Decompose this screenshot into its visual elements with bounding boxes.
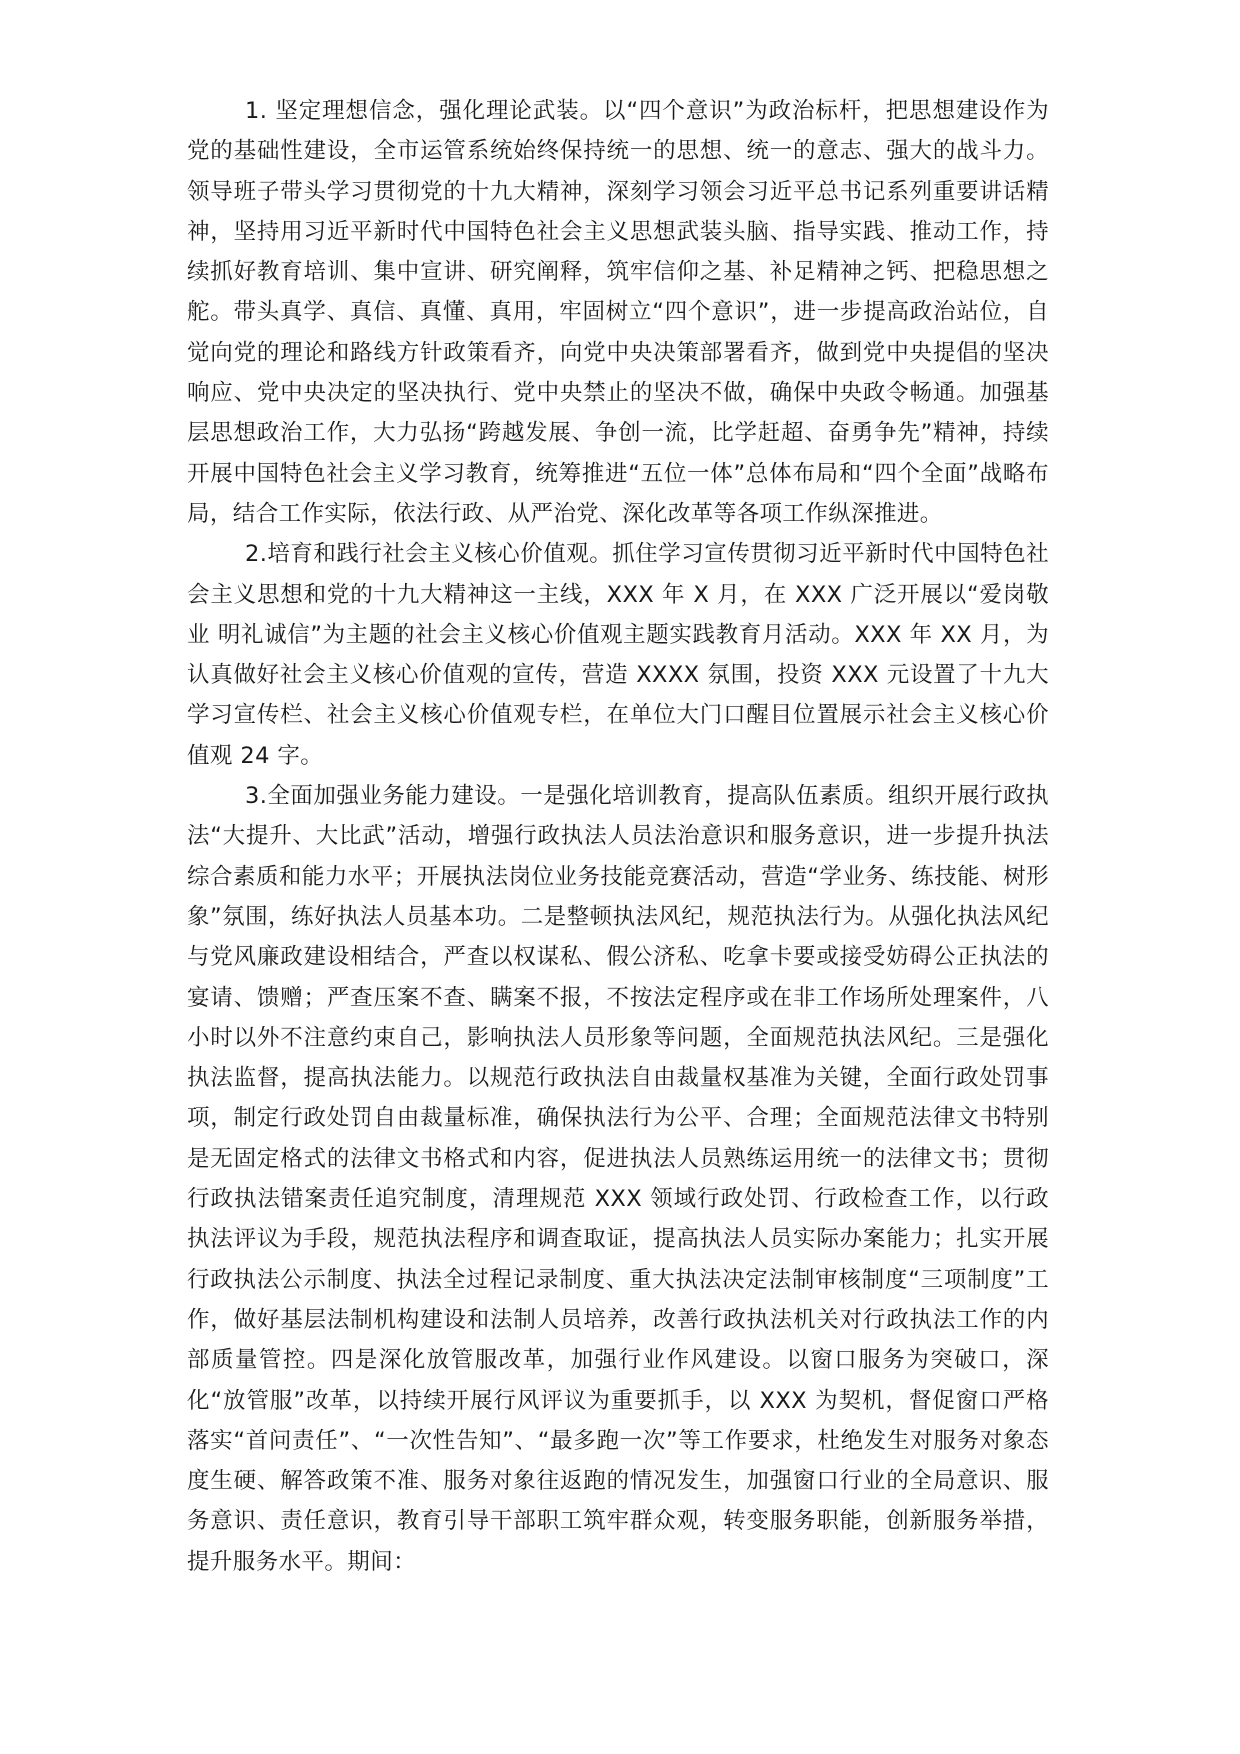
paragraph-core-values: 2.培育和践行社会主义核心价值观。抓住学习宣传贯彻习近平新时代中国特色社会主义思想和党的十九大精神这一主线，XXX 年 X 月，在 XXX 广泛开展以“爱岗敬业 明礼诚信”为主题的社会主义核心价值观主题实践教育月活动。XXX 年 XX 月，为认真做好社会主义核心价值观的宣传，营造 XXXX 氛围，投资 XXX 元设置了十九大学习宣传栏、社会主义核心价值观专栏，在单位大门口醒目位置展示社会主义核心价值观 24 字。 [187, 541, 1049, 769]
document-body [187, 91, 1049, 1582]
paragraph-business-capability: 3.全面加强业务能力建设。一是强化培训教育，提高队伍素质。组织开展行政执法“大提升、大比武”活动，增强行政执法人员法治意识和服务意识，进一步提升执法综合素质和能力水平；开展执法岗位业务技能竞赛活动，营造“学业务、练技能、树形象”氛围，练好执法人员基本功。二是整顿执法风纪，规范执法行为。从强化执法风纪与党风廉政建设相结合，严查以权谋私、假公济私、吃拿卡要或接受妨碍公正执法的宴请、馈赠；严查压案不查、瞒案不报，不按法定程序或在非工作场所处理案件，八小时以外不注意约束自己，影响执法人员形象等问题，全面规范执法风纪。三是强化执法监督，提高执法能力。以规范行政执法自由裁量权基准为关键，全面行政处罚事项，制定行政处罚自由裁量标准，确保执法行为公平、合理；全面规范法律文书特别是无固定格式的法律文书格式和内容，促进执法人员熟练运用统一的法律文书；贯彻行政执法错案责任追究制度，清理规范 XXX 领域行政处罚、行政检查工作，以行政执法评议为手段，规范执法程序和调查取证，提高执法人员实际办案能力；扎实开展行政执法公示制度、执法全过程记录制度、重大执法决定法制审核制度“三项制度”工作，做好基层法制机构建设和法制人员培养，改善行政执法机关对行政执法工作的内部质量管控。四是深化放管服改革，加强行业作风建设。以窗口服务为突破口，深化“放管服”改革，以持续开展行风评议为重要抓手，以 XXX 为契机，督促窗口严格落实“首问责任”、“一次性告知”、“最多跑一次”等工作要求，杜绝发生对服务对象态度生硬、解答政策不准、服务对象往返跑的情况发生，加强窗口行业的全局意识、服务意识、责任意识，教育引导干部职工筑牢群众观，转变服务职能，创新服务举措，提升服务水平。期间： [187, 783, 1049, 1575]
paragraph-ideals-and-theory: 1. 坚定理想信念，强化理论武装。以“四个意识”为政治标杆，把思想建设作为党的基础性建设，全市运管系统始终保持统一的思想、统一的意志、强大的战斗力。领导班子带头学习贯彻党的十九大精神，深刻学习领会习近平总书记系列重要讲话精神，坚持用习近平新时代中国特色社会主义思想武装头脑、指导实践、推动工作，持续抓好教育培训、集中宣讲、研究阐释，筑牢信仰之基、补足精神之钙、把稳思想之舵。带头真学、真信、真懂、真用，牢固树立“四个意识”，进一步提高政治站位，自觉向党的理论和路线方针政策看齐，向党中央决策部署看齐，做到党中央提倡的坚决响应、党中央决定的坚决执行、党中央禁止的坚决不做，确保中央政令畅通。加强基层思想政治工作，大力弘扬“跨越发展、争创一流，比学赶超、奋勇争先”精神，持续开展中国特色社会主义学习教育，统筹推进“五位一体”总体布局和“四个全面”战略布局，结合工作实际，依法行政、从严治党、深化改革等各项工作纵深推进。 [187, 98, 1049, 527]
